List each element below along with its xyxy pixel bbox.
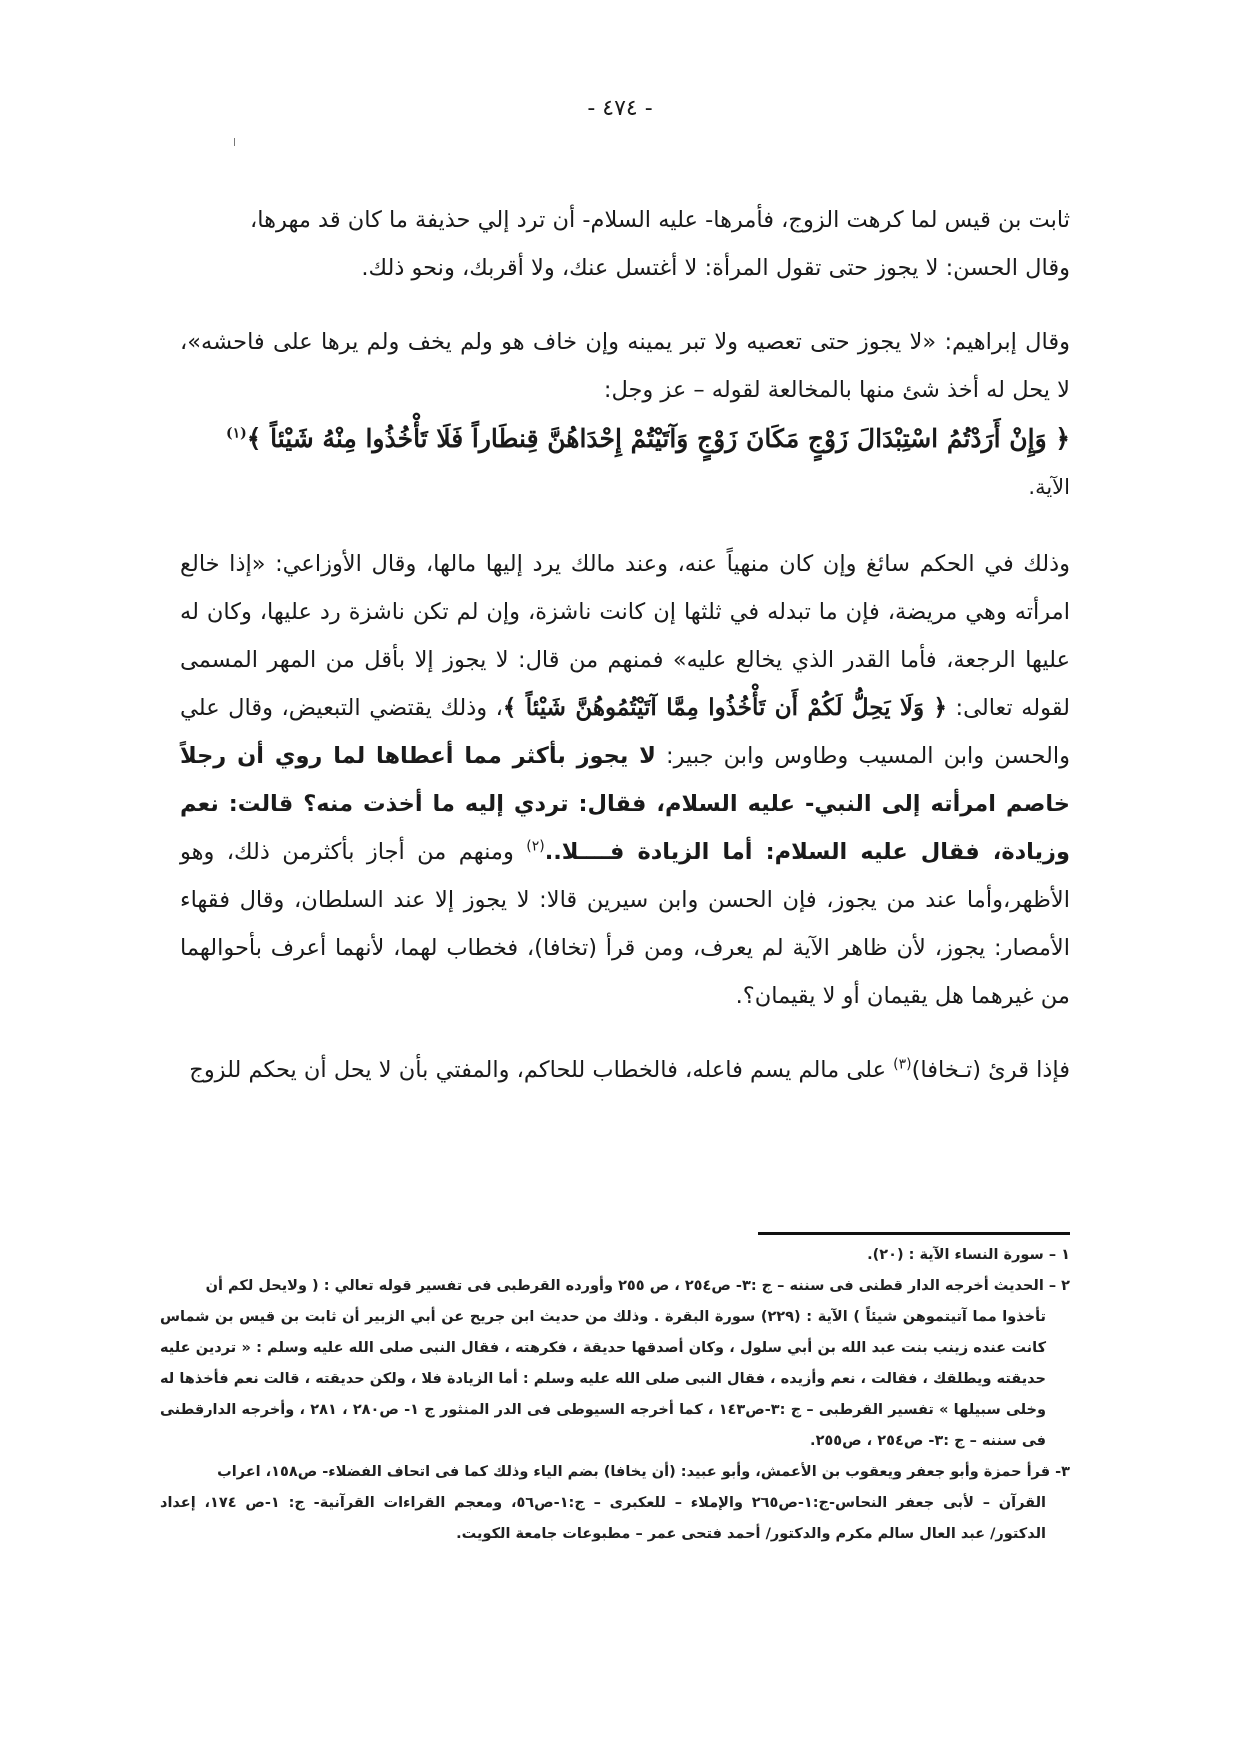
verse-1-suffix: الآية. [1028, 475, 1070, 499]
paragraph-4-part-a: فإذا قرئ (تـخافا) [911, 1057, 1070, 1083]
paragraph-1 [180, 196, 1070, 292]
paragraph-1-line-2: وقال الحسن: لا يجوز حتى تقول المرأة: لا أغتسل عنك، ولا أقربك، ونحو ذلك. [361, 255, 1070, 281]
footnote-3-continued: القرآن – لأبى جعفر النحاس-ج:١-ص٢٦٥ والإملاء – للعكبرى – ج:١-ص٥٦، ومعجم القراءات القرآنية- ج: ١-ص ١٧٤، إعداد الدكتور/ عبد العال سالم مكرم والدكتور/ أحمد فتحى عمر – مطبوعات جامعة الكويت. [160, 1495, 1047, 1542]
paragraph-3-bold-hadith: لا يجوز بأكثر مما أعطاها لما روي أن رجلاً خاصم امرأته إلى النبي- عليه السلام، فقال: تردي إليه ما أخذت منه؟ قالت: نعم وزيادة، فقال عليه السلام: أما الزيادة فــــلا.. [180, 743, 1070, 865]
scan-speck [234, 138, 235, 146]
footnote-divider [758, 1232, 1070, 1235]
paragraph-2-text: وقال إبراهيم: «لا يجوز حتى تعصيه ولا تبر يمينه وإن خاف هو ولم يخف ولم يرها على فاحشه»، لا يحل له أخذ شئ منها بالمخالعة لقوله – عز وجل: [180, 329, 1070, 403]
footnote-ref-3: (٣) [893, 1056, 912, 1073]
footnote-ref-1: (١) [225, 425, 247, 442]
footnote-2-lead: ٢ – الحديث أخرجه الدار قطنى فى سننه – ج :٣- ص٢٥٤ ، ص ٢٥٥ وأورده القرطبى فى تفسير قوله تعالي : ( ولايحل لكم أن [205, 1278, 1070, 1294]
footnote-ref-2: (٢) [526, 838, 545, 855]
footnote-2-continued: تأخذوا مما آتيتموهن شيئاً ) الآية : (٢٢٩) سورة البقرة . وذلك من حديث ابن جريح عن أبي الزبير أن ثابت بن قيس بن شماس كانت عنده زينب بنت عبد الله بن أبي سلول ، وكان أصدقها حديقة ، فكرهته ، فقال النبى صلى الله عليه وسلم : « تردين عليه حديقته ويطلقك ، فقالت ، نعم وأزيده ، فقال النبى صلى الله عليه وسلم : أما الزيادة فلا ، ولكن حديقته ، قالت نعم فأخذها له وخلى سبيلها » تفسير القرطبى – ج :٣-ص١٤٣ ، كما أخرجه السيوطى فى الدر المنثور ج ١- ص٢٨٠ ، ٢٨١ ، وأخرجه الدارقطنى فى سننه – ج :٣- ص٢٥٤ ، ص٢٥٥. [160, 1309, 1047, 1449]
quran-verse-1: ﴿ وَإِنْ أَرَدْتُمُ اسْتِبْدَالَ زَوْجٍ مَكَانَ زَوْجٍ وَآتَيْتُمْ إِحْدَاهُنَّ قِنطَاراً فَلَا تَأْخُذُوا مِنْهُ شَيْئاً ﴾ [246, 424, 1070, 453]
footnotes [160, 1240, 1070, 1550]
paragraph-3-part-a: وذلك في الحكم سائغ وإن كان منهياً عنه، وعند مالك يرد إليها مالها، وقال الأوزاعي: «إذا خالع امرأته وهي مريضة، فإن ما تبدله في ثلثها إن كانت ناشزة، وإن لم تكن ناشزة رد عليها، وكان له عليها الرجعة، فأما القدر الذي يخالع عليه» فمنهم من قال: لا يجوز إلا بأقل من المهر المسمى لقوله تعالى: [180, 551, 1070, 721]
footnote-2 [160, 1271, 1070, 1302]
footnote-3 [160, 1457, 1070, 1488]
paragraph-3-part-b: ، وذلك يقتضي التبعيض، وقال علي والحسن وابن المسيب وطاوس وابن جبير: [180, 695, 1070, 769]
paragraph-3-part-c: ومنهم من أجاز بأكثرمن ذلك، وهو الأظهر،وأما عند من يجوز، فإن الحسن وابن سيرين قالا: لا يجوز إلا عند السلطان، وقال فقهاء الأمصار: يجوز، لأن ظاهر الآية لم يعرف، ومن قرأ (تخافا)، فخطاب لهما، لأنهما أعرف بأحوالهما من غيرهما هل يقيمان أو لا يقيمان؟. [180, 839, 1070, 1009]
paragraph-1-line-1: ثابت بن قيس لما كرهت الزوج، فأمرها- عليه السلام- أن ترد إلي حذيفة ما كان قد مهرها، [250, 207, 1070, 233]
quran-verse-block [180, 416, 1070, 510]
quran-verse-2: ﴿ وَلَا يَحِلُّ لَكُمْ أَن تَأْخُذُوا مِمَّا آتَيْتُمُوهُنَّ شَيْئاً ﴾ [502, 694, 947, 721]
paragraph-2 [180, 318, 1070, 414]
paragraph-4 [180, 1046, 1070, 1094]
paragraph-3 [180, 540, 1070, 1020]
main-text [180, 196, 1070, 1094]
footnote-1: ١ – سورة النساء الآية : (٢٠). [867, 1247, 1070, 1263]
footnote-3-lead: ٣- قرأ حمزة وأبو جعفر ويعقوب بن الأعمش، وأبو عبيد: (أن يخافا) بضم الياء وذلك كما فى اتحاف الفضلاء- ص١٥٨، اعراب [217, 1464, 1070, 1480]
page-number: - ٤٧٤ - [587, 96, 653, 121]
paragraph-4-part-b: على مالم يسم فاعله، فالخطاب للحاكم، والمفتي بأن لا يحل أن يحكم للزوج [189, 1057, 894, 1083]
